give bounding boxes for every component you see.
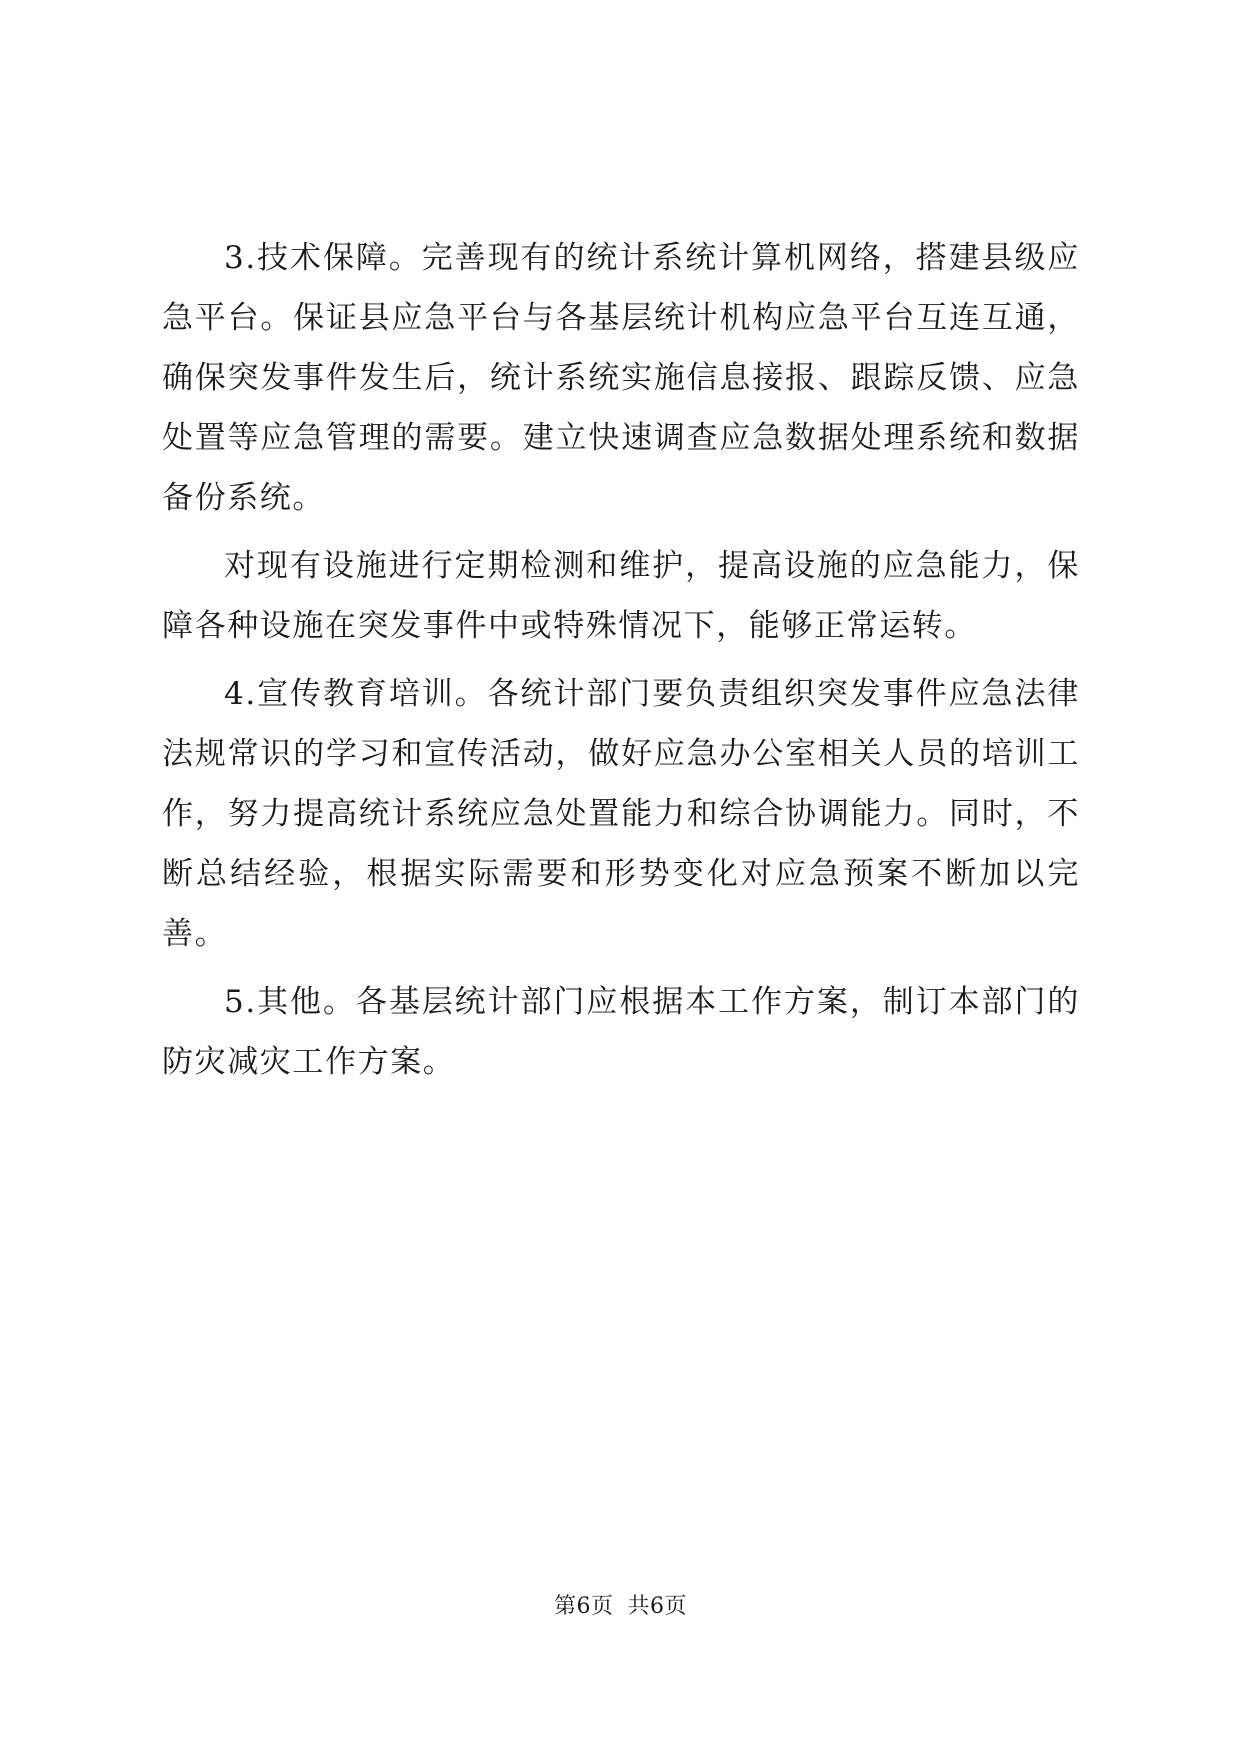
page-number: 第6页: [554, 1594, 614, 1619]
page-total: 共6页: [627, 1594, 687, 1619]
document-body: [162, 228, 1080, 1100]
paragraph-other: 5.其他。各基层统计部门应根据本工作方案，制订本部门的防灾减灾工作方案。: [162, 984, 1080, 1080]
paragraph-education-training: 4.宣传教育培训。各统计部门要负责组织突发事件应急法律法规常识的学习和宣传活动，做好应急办公室相关人员的培训工作，努力提高统计系统应急处置能力和综合协调能力。同时，不断总结经验，根据实际需要和形势变化对应急预案不断加以完善。: [162, 676, 1080, 952]
paragraph-technical-support: 3.技术保障。完善现有的统计系统计算机网络，搭建县级应急平台。保证县应急平台与各基层统计机构应急平台互连互通，确保突发事件发生后，统计系统实施信息接报、跟踪反馈、应急处置等应急管理的需要。建立快速调查应急数据处理系统和数据备份系统。: [162, 240, 1080, 516]
page-footer: [0, 1592, 1241, 1622]
paragraph-facility-maintenance: 对现有设施进行定期检测和维护，提高设施的应急能力，保障各种设施在突发事件中或特殊情况下，能够正常运转。: [162, 548, 1080, 644]
